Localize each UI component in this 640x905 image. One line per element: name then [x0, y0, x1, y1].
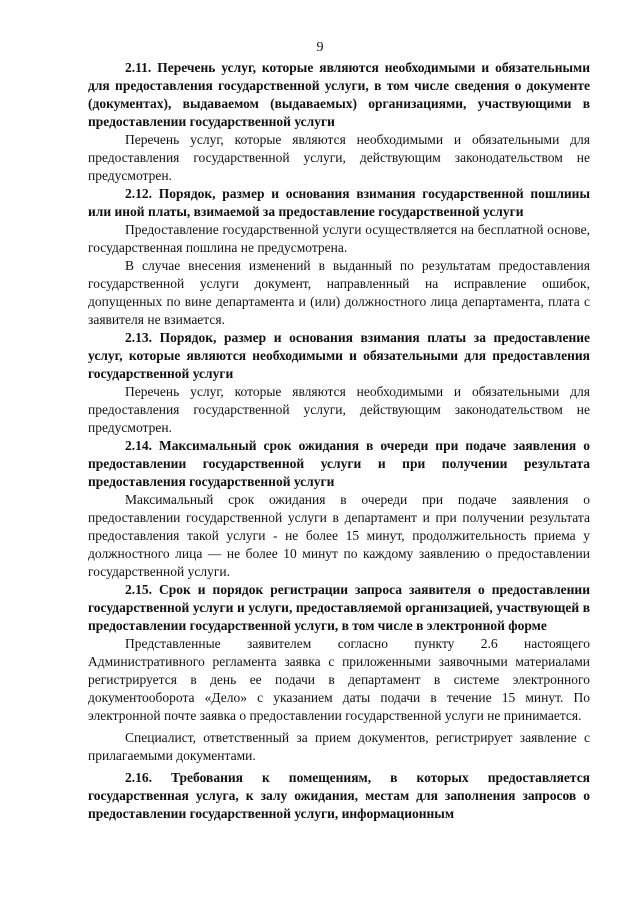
document-body: [88, 59, 590, 823]
section-heading: 2.16. Требования к помещениям, в которых предоставляется государственная услуга, к залу ожидания, местам для заполнения запросов о предоставлении государственной услуги, информационным: [88, 770, 590, 821]
section-2-12: [88, 185, 590, 329]
section-heading: 2.11. Перечень услуг, которые являются необходимыми и обязательными для предоставления государственной услуги, в том числе сведения о документе (документах), выдаваемом (выдаваемых) организациями, участвующими в предоставлении государственной услуги: [88, 60, 590, 129]
paragraph: Специалист, ответственный за прием документов, регистрирует заявление с прилагаемыми документами.: [88, 730, 590, 763]
section-2-16: [88, 765, 590, 823]
section-2-14: [88, 437, 590, 581]
section-heading: 2.13. Порядок, размер и основания взимания платы за предоставление услуг, которые являются необходимыми и обязательными для предоставления государственной услуги: [88, 330, 590, 381]
paragraph: Предоставление государственной услуги осуществляется на бесплатной основе, государственная пошлина не предусмотрена.: [88, 222, 590, 255]
paragraph: Перечень услуг, которые являются необходимыми и обязательными для предоставления государственной услуги, действующим законодательством не предусмотрен.: [88, 384, 590, 435]
section-heading: 2.15. Срок и порядок регистрации запроса заявителя о предоставлении государственной услуги и услуги, предоставляемой организацией, участвующей в предоставлении государственной услуги, в том числе в электронной форме: [88, 582, 590, 633]
paragraph: В случае внесения изменений в выданный по результатам предоставления государственной услуги документ, направленный на исправление ошибок, допущенных по вине департамента и (или) должностного лица департамента, плата с заявителя не взимается.: [88, 258, 590, 327]
section-heading: 2.14. Максимальный срок ожидания в очереди при подаче заявления о предоставлении государственной услуги и при получении результата предоставления государственной услуги: [88, 438, 590, 489]
paragraph: Представленные заявителем согласно пункту 2.6 настоящего Административного регламента заявка с приложенными заявочными материалами регистрируется в день ее подачи в департамент в системе электронного документооборота «Дело» с указанием даты подачи в течение 15 минут. По электронной почте заявка о предоставлении государственной услуги не принимается.: [88, 636, 590, 723]
section-heading: 2.12. Порядок, размер и основания взимания государственной пошлины или иной платы, взимаемой за предоставление государственной услуги: [88, 186, 590, 219]
section-2-11: [88, 59, 590, 185]
paragraph: Максимальный срок ожидания в очереди при подаче заявления о предоставлении государственной услуги в департамент и при получении результата предоставления такой услуги - не более 15 минут, продолжительность приема у должностного лица — не более 10 минут по каждому заявлению о предоставлении государственной услуги.: [88, 492, 590, 579]
paragraph: Перечень услуг, которые являются необходимыми и обязательными для предоставления государственной услуги, действующим законодательством не предусмотрен.: [88, 132, 590, 183]
section-2-15: [88, 581, 590, 765]
page-number: 9: [316, 40, 324, 55]
section-2-13: [88, 329, 590, 437]
